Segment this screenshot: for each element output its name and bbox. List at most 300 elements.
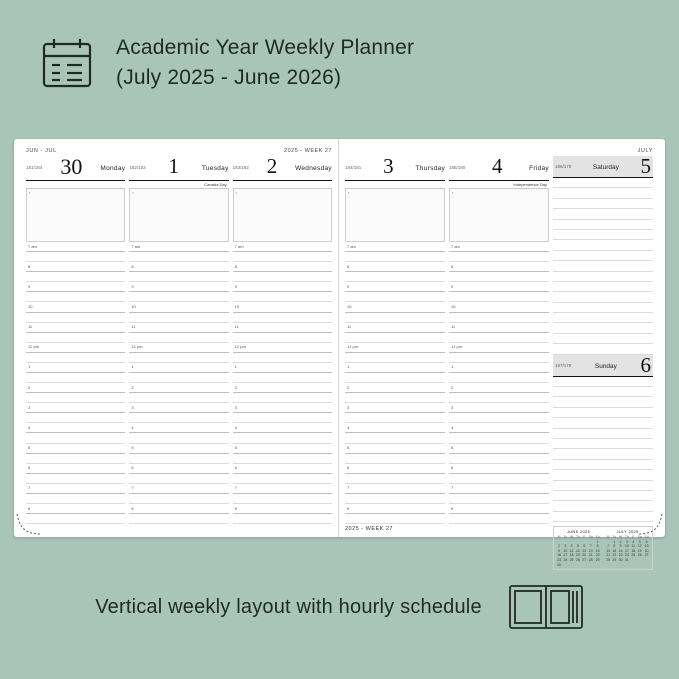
half-hour-row[interactable]	[129, 353, 228, 363]
ruled-line[interactable]	[553, 334, 653, 344]
day-notes-box[interactable]	[449, 189, 549, 242]
ruled-line[interactable]	[553, 272, 653, 282]
hour-row[interactable]: 7 am	[345, 242, 445, 252]
saturday-lines[interactable]	[553, 178, 653, 355]
half-hour-row[interactable]	[26, 494, 125, 504]
mini-calendar-day: 27	[644, 553, 649, 558]
day-week-code: 186/179	[555, 164, 572, 169]
mini-calendar-week-row	[605, 558, 650, 563]
notes-marker: ▪	[452, 190, 454, 195]
day-holiday	[26, 181, 125, 189]
half-hour-row[interactable]	[129, 413, 228, 423]
hour-row[interactable]: 3	[233, 403, 332, 413]
mini-calendar-day: 7	[607, 544, 610, 549]
half-hour-row[interactable]	[26, 333, 125, 343]
hour-row[interactable]: 5	[26, 444, 125, 454]
mini-calendar-day: 22	[595, 553, 600, 558]
day-name: Sunday	[594, 362, 617, 370]
hour-row[interactable]: 2	[233, 383, 332, 393]
mini-calendar-day: 14	[606, 548, 610, 553]
hour-row[interactable]: 12 pm	[26, 343, 125, 353]
half-hour-row[interactable]	[129, 474, 228, 484]
planner-right-page	[339, 139, 665, 567]
hour-row[interactable]: 7 am	[233, 242, 332, 252]
half-hour-row[interactable]	[233, 494, 332, 504]
ruled-line[interactable]	[553, 261, 653, 271]
day-name: Thursday	[415, 165, 445, 172]
header	[0, 18, 679, 108]
hour-row[interactable]: 1	[26, 363, 125, 373]
page-corner-curl	[16, 513, 42, 535]
mini-calendar-day: 10	[625, 544, 629, 549]
day-holiday	[233, 181, 332, 189]
hour-row[interactable]: 11	[26, 323, 125, 333]
hour-row[interactable]: 8	[26, 262, 125, 272]
mini-calendar-day: 11	[631, 544, 636, 549]
hour-row[interactable]: 7	[449, 484, 549, 494]
half-hour-row[interactable]	[345, 373, 445, 383]
half-hour-row[interactable]	[129, 454, 228, 464]
mini-calendar-day: 14	[588, 548, 593, 553]
mini-calendar-day: 8	[613, 544, 616, 549]
mini-calendar-weekday: M	[557, 535, 561, 540]
day-week-code: 182/183	[129, 165, 146, 170]
half-hour-row[interactable]	[129, 272, 228, 282]
hour-row[interactable]: 3	[26, 403, 125, 413]
half-hour-row[interactable]	[449, 373, 549, 383]
calendar-icon	[40, 36, 94, 90]
mini-calendar-day: 26	[576, 558, 580, 563]
hour-row[interactable]: 4	[449, 423, 549, 433]
half-hour-row[interactable]	[233, 333, 332, 343]
hour-row[interactable]: 1	[233, 363, 332, 373]
hour-row[interactable]: 9	[233, 282, 332, 292]
half-hour-row[interactable]	[26, 313, 125, 323]
hour-row[interactable]: 12 pm	[449, 343, 549, 353]
mini-calendar-day: 9	[619, 544, 622, 549]
mini-calendar-weekday: Tu	[563, 535, 568, 540]
hour-row[interactable]: 6	[449, 464, 549, 474]
half-hour-row[interactable]	[449, 433, 549, 443]
mini-calendar-day: 25	[569, 558, 574, 563]
mini-calendar-day: 21	[606, 553, 610, 558]
day-number: 4	[491, 154, 503, 178]
day-week-code: 184/181	[345, 165, 362, 170]
caption-text: Vertical weekly layout with hourly schedule	[95, 595, 482, 618]
half-hour-row[interactable]	[345, 433, 445, 443]
half-hour-row[interactable]	[449, 313, 549, 323]
half-hour-row[interactable]	[26, 474, 125, 484]
half-hour-row[interactable]	[345, 413, 445, 423]
day-column-friday	[449, 156, 549, 524]
half-hour-row[interactable]	[26, 373, 125, 383]
half-hour-row[interactable]	[449, 454, 549, 464]
day-name: Monday	[100, 165, 126, 172]
hour-row[interactable]: 10	[449, 302, 549, 312]
hour-row[interactable]: 8	[449, 262, 549, 272]
hour-row[interactable]: 9	[345, 282, 445, 292]
ruled-line[interactable]	[553, 220, 653, 230]
mini-calendar-day: 3	[564, 544, 567, 549]
hour-row[interactable]: 4	[345, 423, 445, 433]
hour-row[interactable]: 5	[449, 444, 549, 454]
half-hour-row[interactable]	[233, 413, 332, 423]
half-hour-row[interactable]	[345, 474, 445, 484]
hour-row[interactable]: 9	[449, 282, 549, 292]
half-hour-row[interactable]	[233, 454, 332, 464]
mini-calendar-day: 13	[644, 544, 649, 549]
ruled-line[interactable]	[553, 470, 653, 480]
ruled-line[interactable]	[553, 240, 653, 250]
hour-row[interactable]: 4	[233, 423, 332, 433]
mini-calendar-day: 6	[583, 544, 586, 549]
page-corner-curl	[637, 513, 663, 535]
half-hour-row[interactable]	[233, 393, 332, 403]
hour-row[interactable]: 12 pm	[345, 343, 445, 353]
half-hour-row[interactable]	[129, 494, 228, 504]
hour-row[interactable]: 12 pm	[233, 343, 332, 353]
half-hour-row[interactable]	[129, 514, 228, 524]
mini-calendar-day: 16	[618, 548, 623, 553]
hour-row[interactable]: 7	[26, 484, 125, 494]
day-week-code: 187/178	[555, 362, 572, 368]
half-hour-row[interactable]	[26, 433, 125, 443]
hour-row[interactable]: 9	[129, 282, 228, 292]
day-notes-box[interactable]	[345, 189, 445, 242]
mini-calendar-day: 15	[595, 548, 600, 553]
half-hour-row[interactable]	[129, 373, 228, 383]
mini-calendar-day: 11	[569, 548, 574, 553]
ruled-line[interactable]	[553, 449, 653, 459]
day-week-code: 185/180	[449, 165, 466, 170]
hour-grid	[26, 242, 125, 524]
day-name: Friday	[529, 165, 549, 172]
hour-row[interactable]: 7 am	[129, 242, 228, 252]
mini-calendar-day: 17	[563, 553, 568, 558]
mini-calendar-day: 31	[625, 558, 629, 563]
day-week-code: 183/182	[232, 165, 249, 170]
header-title-line2: (July 2025 - June 2026)	[116, 66, 342, 89]
hour-row[interactable]: 8	[233, 262, 332, 272]
hour-row[interactable]: 2	[345, 383, 445, 393]
mini-calendar-weekday: Su	[644, 535, 649, 540]
half-hour-row[interactable]	[129, 433, 228, 443]
half-hour-row[interactable]	[449, 333, 549, 343]
half-hour-row[interactable]	[129, 393, 228, 403]
half-hour-row[interactable]	[345, 333, 445, 343]
hour-row[interactable]: 3	[345, 403, 445, 413]
mini-calendar-weekday: Su	[595, 535, 600, 540]
day-name: Tuesday	[201, 165, 229, 172]
hour-row[interactable]: 3	[129, 403, 228, 413]
notes-marker: ▪	[348, 190, 350, 195]
mini-calendar-day: 4	[632, 539, 635, 544]
mini-calendar-day: 1	[613, 539, 616, 544]
header-title	[116, 33, 414, 93]
ruled-line[interactable]	[553, 491, 653, 501]
planner-spread	[14, 139, 665, 567]
day-holiday	[345, 181, 445, 189]
ruled-line[interactable]	[553, 408, 653, 418]
hour-row[interactable]: 2	[26, 383, 125, 393]
mini-calendar-title: JUNE 2025	[566, 529, 591, 535]
half-hour-row[interactable]	[233, 433, 332, 443]
hour-row[interactable]: 8	[449, 504, 549, 514]
half-hour-row[interactable]	[233, 252, 332, 262]
mini-calendar-day: 20	[582, 553, 587, 558]
hour-row[interactable]: 2	[449, 383, 549, 393]
day-number: 6	[640, 352, 651, 377]
mini-calendar-day: 28	[606, 558, 610, 563]
hour-row[interactable]: 8	[129, 504, 228, 514]
half-hour-row[interactable]	[129, 333, 228, 343]
hour-row[interactable]: 7 am	[449, 242, 549, 252]
mini-calendar-day: 30	[557, 562, 561, 567]
mini-calendar-day: 24	[625, 553, 629, 558]
mini-calendar-day: 1	[596, 539, 599, 544]
half-hour-row[interactable]	[233, 474, 332, 484]
ruled-line[interactable]	[553, 313, 653, 323]
hour-row[interactable]: 10	[345, 302, 445, 312]
half-hour-row[interactable]	[449, 413, 549, 423]
ruled-line[interactable]	[553, 418, 653, 428]
day-header-saturday	[553, 156, 653, 178]
mini-calendar-day	[636, 558, 643, 563]
ruled-line[interactable]	[553, 344, 653, 354]
mini-calendar-day: 7	[589, 544, 592, 549]
hour-row[interactable]: 5	[345, 444, 445, 454]
day-number: 30	[60, 154, 83, 179]
half-hour-row[interactable]	[345, 494, 445, 504]
half-hour-row[interactable]	[449, 393, 549, 403]
half-hour-row[interactable]	[345, 353, 445, 363]
half-hour-row[interactable]	[26, 272, 125, 282]
ruled-line[interactable]	[553, 303, 653, 313]
hour-row[interactable]: 6	[233, 464, 332, 474]
hour-row[interactable]: 9	[26, 282, 125, 292]
ruled-line[interactable]	[553, 460, 653, 470]
hour-row[interactable]: 10	[129, 302, 228, 312]
mini-calendar-day	[643, 558, 650, 563]
day-notes-box[interactable]	[129, 189, 228, 242]
left-week-label: 2025 - WEEK 27	[284, 148, 332, 154]
mini-calendar-june	[556, 529, 601, 567]
hour-row[interactable]: 8	[345, 262, 445, 272]
half-hour-row[interactable]	[26, 413, 125, 423]
ruled-line[interactable]	[553, 501, 653, 511]
hour-row[interactable]: 5	[233, 444, 332, 454]
ruled-line[interactable]	[553, 292, 653, 302]
hour-grid	[345, 242, 445, 524]
left-day-columns	[26, 156, 332, 524]
mini-calendar-weekday: W	[569, 535, 574, 540]
half-hour-row[interactable]	[233, 514, 332, 524]
ruled-line[interactable]	[553, 397, 653, 407]
header-title-line1: Academic Year Weekly Planner	[116, 36, 415, 59]
open-book-icon	[508, 582, 584, 632]
footer-caption	[0, 577, 679, 637]
mini-calendar-week-row	[556, 563, 601, 568]
mini-calendar-day: 2	[558, 544, 561, 549]
half-hour-row[interactable]	[129, 292, 228, 302]
day-header	[345, 156, 445, 181]
hour-row[interactable]: 10	[233, 302, 332, 312]
mini-calendar-day: 23	[557, 558, 561, 563]
half-hour-row[interactable]	[449, 292, 549, 302]
mini-calendar-weekday: Sa	[637, 535, 642, 540]
mini-calendar-day: 2	[619, 539, 622, 544]
hour-row[interactable]: 11	[449, 323, 549, 333]
half-hour-row[interactable]	[26, 292, 125, 302]
hour-row[interactable]: 6	[345, 464, 445, 474]
day-week-code: 181/184	[26, 165, 43, 170]
half-hour-row[interactable]	[26, 393, 125, 403]
mini-calendar-weekday: M	[606, 535, 610, 540]
half-hour-row[interactable]	[345, 292, 445, 302]
mini-calendar-table	[556, 535, 601, 567]
hour-row[interactable]: 11	[129, 323, 228, 333]
ruled-line[interactable]	[553, 188, 653, 198]
half-hour-row[interactable]	[345, 313, 445, 323]
hour-row[interactable]: 10	[26, 302, 125, 312]
hour-row[interactable]: 4	[26, 423, 125, 433]
ruled-line[interactable]	[553, 199, 653, 209]
hour-row[interactable]: 1	[345, 363, 445, 373]
ruled-line[interactable]	[553, 387, 653, 397]
half-hour-row[interactable]	[26, 454, 125, 464]
half-hour-row[interactable]	[26, 252, 125, 262]
hour-grid	[449, 242, 549, 524]
mini-calendar-day: 12	[576, 548, 580, 553]
day-column-tuesday	[129, 156, 228, 524]
mini-calendar-day: 25	[631, 553, 636, 558]
hour-row[interactable]: 2	[129, 383, 228, 393]
hour-grid	[129, 242, 228, 524]
notes-marker: ▪	[132, 190, 134, 195]
half-hour-row[interactable]	[233, 373, 332, 383]
day-name: Saturday	[592, 164, 619, 171]
hour-row[interactable]: 1	[449, 363, 549, 373]
half-hour-row[interactable]	[233, 272, 332, 282]
half-hour-row[interactable]	[129, 252, 228, 262]
half-hour-row[interactable]	[449, 353, 549, 363]
hour-row[interactable]: 6	[26, 464, 125, 474]
ruled-line[interactable]	[553, 377, 653, 387]
half-hour-row[interactable]	[345, 393, 445, 403]
mini-calendar-day: 9	[558, 548, 561, 553]
hour-row[interactable]: 7 am	[26, 242, 125, 252]
hour-row[interactable]: 7	[233, 484, 332, 494]
mini-calendar-day: 5	[638, 539, 641, 544]
half-hour-row[interactable]	[233, 292, 332, 302]
mini-calendar-day	[587, 563, 594, 568]
half-hour-row[interactable]	[449, 494, 549, 504]
hour-row[interactable]: 4	[129, 423, 228, 433]
mini-calendar-day: 12	[637, 544, 642, 549]
half-hour-row[interactable]	[233, 353, 332, 363]
day-notes-box[interactable]	[233, 189, 332, 242]
hour-row[interactable]: 11	[345, 323, 445, 333]
hour-row[interactable]: 7	[129, 484, 228, 494]
day-column-wednesday	[233, 156, 332, 524]
half-hour-row[interactable]	[449, 474, 549, 484]
mini-calendar-day: 21	[588, 553, 593, 558]
right-page-toprow	[345, 145, 653, 154]
half-hour-row[interactable]	[449, 272, 549, 282]
day-header	[129, 156, 228, 181]
ruled-line[interactable]	[553, 481, 653, 491]
mini-calendar-table	[605, 535, 650, 563]
mini-calendar-day: 5	[576, 544, 579, 549]
mini-calendar-day: 18	[569, 553, 574, 558]
hour-row[interactable]: 12 pm	[129, 343, 228, 353]
mini-calendar-day	[594, 563, 601, 568]
half-hour-row[interactable]	[26, 353, 125, 363]
ruled-line[interactable]	[553, 282, 653, 292]
hour-row[interactable]: 7	[345, 484, 445, 494]
half-hour-row[interactable]	[233, 313, 332, 323]
page-footer-week: 2025 - WEEK 27	[345, 526, 393, 532]
mini-calendar-day: 30	[618, 558, 623, 563]
mini-calendar-day: 16	[557, 553, 561, 558]
mini-calendar-day: 28	[588, 558, 593, 563]
mini-calendar-day: 22	[612, 553, 617, 558]
mini-calendar-day: 10	[563, 548, 568, 553]
ruled-line[interactable]	[553, 230, 653, 240]
left-month-label: JUN - JUL	[26, 148, 57, 154]
hour-row[interactable]: 1	[129, 363, 228, 373]
day-number: 1	[168, 154, 179, 178]
ruled-line[interactable]	[553, 323, 653, 333]
day-column-monday	[26, 156, 125, 524]
ruled-line[interactable]	[553, 439, 653, 449]
ruled-line[interactable]	[553, 429, 653, 439]
mini-calendar-weekday: Sa	[588, 535, 593, 540]
day-name: Wednesday	[295, 165, 332, 172]
mini-calendar-day: 15	[612, 548, 617, 553]
mini-calendar-day: 18	[631, 548, 636, 553]
mini-calendar-weekday: F	[583, 535, 586, 540]
mini-calendar-day: 29	[595, 558, 600, 563]
mini-calendar-day: 29	[612, 558, 617, 563]
half-hour-row[interactable]	[449, 514, 549, 524]
mini-calendar-weekday: Th	[624, 535, 629, 540]
half-hour-row[interactable]	[345, 454, 445, 464]
ruled-line[interactable]	[553, 178, 653, 188]
ruled-line[interactable]	[553, 251, 653, 261]
hour-row[interactable]: 8	[233, 504, 332, 514]
day-holiday: Canada Day	[129, 181, 228, 189]
half-hour-row[interactable]	[129, 313, 228, 323]
hour-row[interactable]: 8	[26, 504, 125, 514]
mini-calendar-day: 26	[637, 553, 642, 558]
hour-row[interactable]: 11	[233, 323, 332, 333]
mini-calendar-day: 27	[582, 558, 587, 563]
ruled-line[interactable]	[553, 209, 653, 219]
hour-row[interactable]: 5	[129, 444, 228, 454]
sunday-lines[interactable]	[553, 377, 653, 522]
day-holiday: Independence Day	[449, 181, 549, 189]
half-hour-row[interactable]	[345, 252, 445, 262]
half-hour-row[interactable]	[345, 272, 445, 282]
hour-row[interactable]: 6	[129, 464, 228, 474]
hour-row[interactable]: 8	[345, 504, 445, 514]
half-hour-row[interactable]	[449, 252, 549, 262]
hour-row[interactable]: 8	[129, 262, 228, 272]
hour-row[interactable]: 3	[449, 403, 549, 413]
day-notes-box[interactable]	[26, 189, 125, 242]
half-hour-row[interactable]	[345, 514, 445, 524]
